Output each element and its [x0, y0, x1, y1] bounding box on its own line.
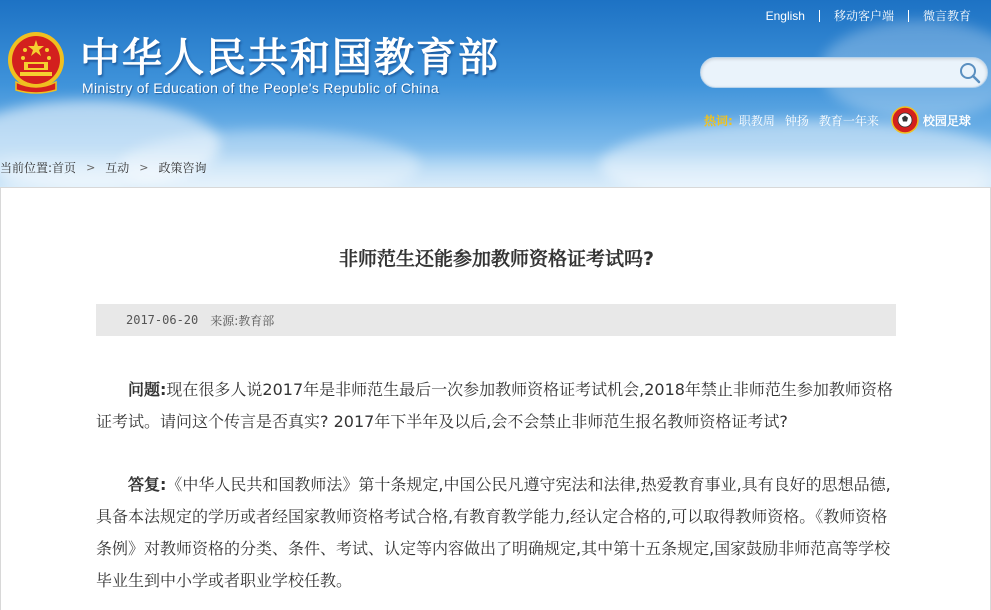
chevron-right-icon: > — [139, 161, 149, 174]
divider — [819, 10, 820, 22]
answer-text: 《中华人民共和国教师法》第十条规定,中国公民凡遵守宪法和法律,热爱教育事业,具有良好的思想品德,具备本法规定的学历或者经国家教师资格考试合格,有教育教学能力,经认定合格的,可以取得教师资格。《教师资格条例》对教师资格的分类、条件、考试、认定等内容做出了明确规定,其中第十五条规定,国家鼓励非师范高等学校毕业生到中小学或者职业学校任教。 — [96, 475, 891, 590]
answer-paragraph — [96, 469, 896, 597]
hot-word-link[interactable]: 职教周 — [738, 113, 775, 128]
article-source: 来源:教育部 — [210, 313, 275, 328]
breadcrumb — [0, 159, 207, 176]
breadcrumb-prefix: 当前位置: — [0, 161, 53, 175]
mobile-client-link[interactable]: 移动客户端 — [833, 9, 894, 23]
question-label: 问题: — [128, 380, 167, 399]
article-title: 非师范生还能参加教师资格证考试吗? — [338, 248, 655, 270]
weiyan-link[interactable]: 微言教育 — [922, 9, 971, 23]
question-paragraph — [96, 374, 896, 438]
english-link[interactable]: English — [765, 8, 805, 23]
top-links — [766, 7, 971, 24]
search-icon[interactable] — [959, 62, 981, 84]
national-emblem-icon[interactable] — [6, 30, 66, 96]
article-container — [0, 187, 991, 610]
search-input[interactable] — [701, 58, 941, 87]
campus-football-icon[interactable] — [891, 106, 919, 134]
hot-word-link[interactable]: 教育一年来 — [818, 113, 879, 128]
site-header — [0, 0, 991, 187]
site-subtitle: Ministry of Education of the People's Republic of China — [82, 80, 439, 96]
breadcrumb-interaction[interactable]: 互动 — [105, 161, 130, 175]
divider — [908, 10, 909, 22]
breadcrumb-policy-consult[interactable]: 政策咨询 — [158, 161, 207, 175]
campus-football-link[interactable]: 校园足球 — [922, 113, 971, 128]
answer-label: 答复: — [128, 475, 167, 494]
breadcrumb-home[interactable]: 首页 — [52, 161, 77, 175]
hot-word-link[interactable]: 钟扬 — [784, 113, 809, 128]
hot-words-label: 热词: — [704, 113, 733, 128]
question-text: 现在很多人说2017年是非师范生最后一次参加教师资格证考试机会,2018年禁止非师范生参加教师资格证考试。请问这个传言是否真实? 2017年下半年及以后,会不会禁止非师范生报名教师资格证考试? — [96, 380, 893, 431]
article-meta — [96, 304, 896, 336]
chevron-right-icon: > — [86, 161, 96, 174]
hot-words — [704, 106, 971, 134]
site-title[interactable]: 中华人民共和国教育部 — [80, 35, 500, 81]
search-box — [700, 57, 988, 88]
article-date: 2017-06-20 — [126, 313, 199, 327]
